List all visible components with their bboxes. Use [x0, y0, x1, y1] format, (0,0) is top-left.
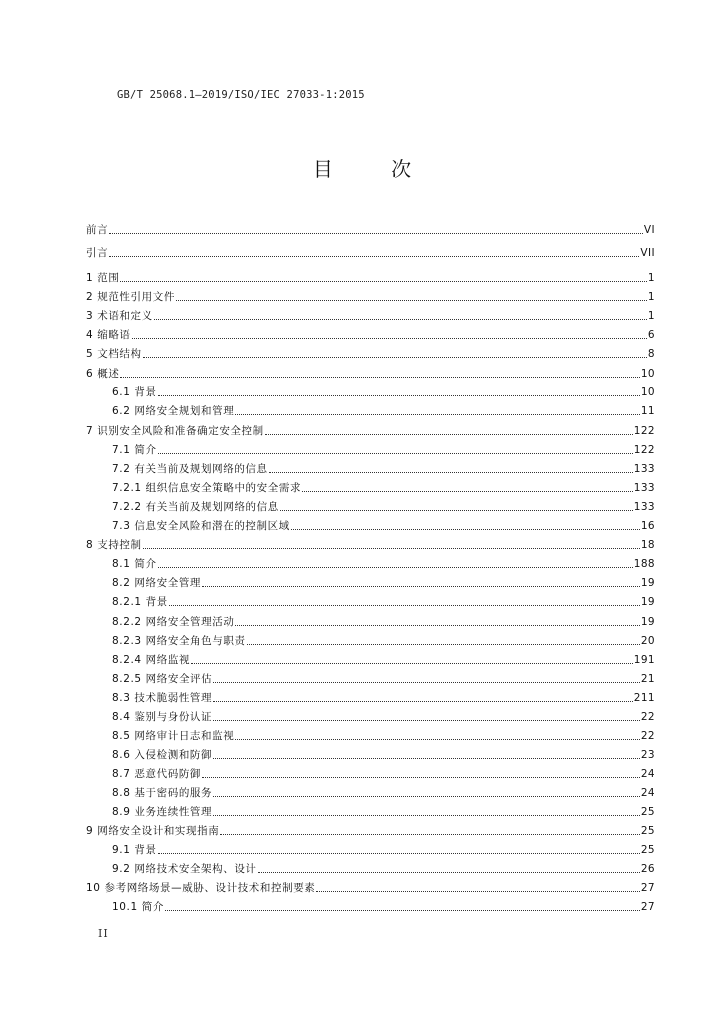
toc-entry-page: VII — [640, 247, 655, 259]
toc-entry — [86, 245, 655, 261]
toc-entry — [112, 652, 655, 668]
toc-entry — [112, 480, 655, 496]
toc-leader-dots — [158, 852, 640, 854]
toc-entry — [112, 861, 655, 877]
toc-entry-page: 24 — [640, 787, 655, 799]
toc-entry — [112, 594, 655, 610]
toc-entry-page: 25 — [640, 844, 655, 856]
toc-entry-label: 9.2 网络技术安全架构、设计 — [112, 863, 257, 875]
toc-leader-dots — [235, 738, 639, 740]
toc-entry-label: 8.2.1 背景 — [112, 596, 168, 608]
toc-entry-label: 5 文档结构 — [86, 348, 142, 360]
toc-entry — [112, 633, 655, 649]
toc-entry-page: 1 — [647, 310, 655, 322]
toc-entry-page: 122 — [633, 444, 655, 456]
page-title: 目 次 — [312, 157, 438, 181]
toc-entry — [86, 346, 655, 362]
toc-entry-label: 7.2.2 有关当前及规划网络的信息 — [112, 501, 279, 513]
toc-entry-page: 8 — [647, 348, 655, 360]
toc-entry-label: 8.2.3 网络安全角色与职责 — [112, 635, 246, 647]
toc-entry-label: 9.1 背景 — [112, 844, 157, 856]
toc-entry — [112, 614, 655, 630]
toc-entry-label: 8.3 技术脆弱性管理 — [112, 692, 213, 704]
toc-entry-page: 23 — [640, 749, 655, 761]
toc-entry-page: 122 — [633, 425, 655, 437]
toc-entry — [112, 384, 655, 400]
toc-entry-page: 22 — [640, 730, 655, 742]
toc-entry-page: 27 — [640, 882, 655, 894]
toc-entry — [112, 499, 655, 515]
toc-entry-page: 24 — [640, 768, 655, 780]
toc-entry-label: 7 识别安全风险和准备确定安全控制 — [86, 425, 264, 437]
toc-entry-page: 10 — [640, 386, 655, 398]
toc-entry — [112, 785, 655, 801]
toc-entry-label: 8.8 基于密码的服务 — [112, 787, 213, 799]
toc-entry-page: 26 — [640, 863, 655, 875]
toc-leader-dots — [202, 585, 640, 587]
toc-entry — [86, 308, 655, 324]
toc-entry — [86, 537, 655, 553]
toc-entry-label: 6 概述 — [86, 368, 120, 380]
toc-entry-label: 7.2 有关当前及规划网络的信息 — [112, 463, 268, 475]
toc-entry — [86, 222, 655, 238]
toc-leader-dots — [220, 833, 640, 835]
toc-entry — [112, 442, 655, 458]
toc-leader-dots — [176, 299, 647, 301]
toc-entry-page: 11 — [640, 405, 655, 417]
toc-entry-page: 133 — [633, 482, 655, 494]
toc-entry — [86, 327, 655, 343]
toc-entry-label: 8.4 鉴别与身份认证 — [112, 711, 213, 723]
toc-entry — [112, 842, 655, 858]
toc-leader-dots — [235, 624, 639, 626]
toc-leader-dots — [213, 757, 640, 759]
toc-leader-dots — [165, 909, 640, 911]
toc-entry-page: 133 — [633, 501, 655, 513]
toc-entry-label: 7.3 信息安全风险和潜在的控制区域 — [112, 520, 290, 532]
toc-leader-dots — [213, 795, 640, 797]
toc-entry — [86, 289, 655, 305]
toc-leader-dots — [109, 232, 643, 234]
toc-entry — [112, 671, 655, 687]
toc-entry-label: 引言 — [86, 247, 109, 259]
toc-entry — [112, 461, 655, 477]
toc-entry-page: 19 — [640, 596, 655, 608]
toc-leader-dots — [258, 871, 640, 873]
toc-entry-page: 18 — [640, 539, 655, 551]
toc-leader-dots — [158, 452, 633, 454]
toc-leader-dots — [158, 566, 633, 568]
toc-leader-dots — [120, 280, 646, 282]
toc-entry-page: 16 — [640, 520, 655, 532]
toc-entry-label: 9 网络安全设计和实现指南 — [86, 825, 220, 837]
toc-leader-dots — [120, 376, 639, 378]
toc-entry-page: 211 — [633, 692, 655, 704]
toc-entry-label: 前言 — [86, 224, 109, 236]
toc-leader-dots — [269, 471, 633, 473]
toc-leader-dots — [158, 394, 640, 396]
toc-entry — [112, 728, 655, 744]
toc-entry-label: 7.2.1 组织信息安全策略中的安全需求 — [112, 482, 302, 494]
toc-entry — [112, 766, 655, 782]
toc-entry-page: 1 — [647, 272, 655, 284]
toc-entry-label: 8.2.4 网络监视 — [112, 654, 191, 666]
toc-entry-page: 10 — [640, 368, 655, 380]
toc-entry-label: 2 规范性引用文件 — [86, 291, 175, 303]
toc-leader-dots — [235, 413, 639, 415]
toc-entry — [86, 270, 655, 286]
toc-leader-dots — [143, 356, 647, 358]
toc-entry-label: 3 术语和定义 — [86, 310, 153, 322]
toc-entry-label: 8.9 业务连续性管理 — [112, 806, 213, 818]
toc-entry-label: 8.5 网络审计日志和监视 — [112, 730, 235, 742]
toc-entry-page: 191 — [633, 654, 655, 666]
toc-entry-label: 7.1 简介 — [112, 444, 157, 456]
toc-entry — [86, 880, 655, 896]
toc-entry — [112, 899, 655, 915]
toc-entry-page: 22 — [640, 711, 655, 723]
toc-entry-label: 8.2.2 网络安全管理活动 — [112, 616, 235, 628]
toc-leader-dots — [280, 509, 633, 511]
toc-leader-dots — [213, 681, 640, 683]
toc-entry-page: 20 — [640, 635, 655, 647]
document-header: GB/T 25068.1—2019/ISO/IEC 27033-1:2015 — [117, 89, 365, 101]
toc-entry-label: 8.2 网络安全管理 — [112, 577, 202, 589]
toc-entry — [112, 747, 655, 763]
toc-entry-page: 1 — [647, 291, 655, 303]
toc-entry-page: 27 — [640, 901, 655, 913]
toc-entry-page: 19 — [640, 577, 655, 589]
toc-entry-page: 25 — [640, 825, 655, 837]
toc-entry-label: 8.1 简介 — [112, 558, 157, 570]
toc-leader-dots — [143, 547, 640, 549]
toc-leader-dots — [265, 433, 633, 435]
toc-leader-dots — [154, 318, 647, 320]
toc-entry — [112, 575, 655, 591]
toc-leader-dots — [316, 890, 639, 892]
toc-entry-label: 8.7 恶意代码防御 — [112, 768, 202, 780]
toc-entry — [112, 804, 655, 820]
toc-entry — [86, 823, 655, 839]
toc-entry — [112, 556, 655, 572]
toc-entry — [112, 709, 655, 725]
toc-entry-page: 19 — [640, 616, 655, 628]
toc-leader-dots — [191, 662, 633, 664]
toc-leader-dots — [213, 700, 633, 702]
toc-entry-label: 6.1 背景 — [112, 386, 157, 398]
toc-leader-dots — [202, 776, 640, 778]
toc-leader-dots — [169, 604, 640, 606]
toc-entry-label: 10.1 简介 — [112, 901, 164, 913]
toc-entry-page: 133 — [633, 463, 655, 475]
toc-entry-label: 8.6 入侵检测和防御 — [112, 749, 213, 761]
toc-leader-dots — [213, 814, 640, 816]
toc-leader-dots — [247, 643, 640, 645]
toc-leader-dots — [291, 528, 640, 530]
toc-entry-page: 25 — [640, 806, 655, 818]
toc-entry-label: 4 缩略语 — [86, 329, 131, 341]
toc-entry-label: 6.2 网络安全规划和管理 — [112, 405, 235, 417]
toc-entry — [112, 690, 655, 706]
toc-entry — [86, 423, 655, 439]
toc-entry-label: 1 范围 — [86, 272, 120, 284]
page-number: II — [98, 927, 109, 940]
toc-entry-label: 8 支持控制 — [86, 539, 142, 551]
toc-entry-page: VI — [643, 224, 655, 236]
toc-entry — [112, 518, 655, 534]
toc-entry-page: 188 — [633, 558, 655, 570]
toc-leader-dots — [302, 490, 633, 492]
toc-entry-page: 21 — [640, 673, 655, 685]
toc-entry — [86, 366, 655, 382]
toc-leader-dots — [213, 719, 640, 721]
toc-leader-dots — [132, 337, 647, 339]
toc-leader-dots — [109, 255, 639, 257]
toc-entry-label: 8.2.5 网络安全评估 — [112, 673, 213, 685]
toc-entry-page: 6 — [647, 329, 655, 341]
toc-entry-label: 10 参考网络场景—威胁、设计技术和控制要素 — [86, 882, 316, 894]
toc-entry — [112, 403, 655, 419]
